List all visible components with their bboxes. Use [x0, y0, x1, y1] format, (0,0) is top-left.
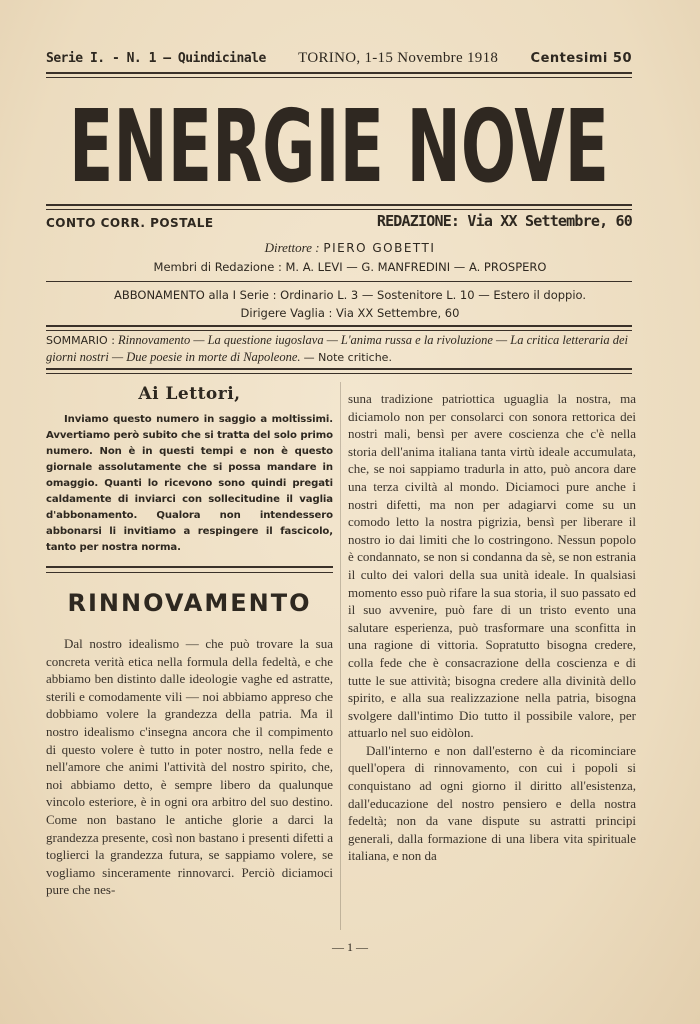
article-text-right [348, 390, 636, 865]
director-name: PIERO GOBETTI [323, 241, 436, 255]
section-separator [46, 566, 333, 573]
payment-address: Dirigere Vaglia : Via XX Settembre, 60 [240, 306, 460, 320]
summary-rule-bottom [46, 368, 632, 374]
header-line [46, 50, 632, 70]
right-column [348, 390, 636, 865]
masthead-logo [66, 86, 612, 188]
director-line [0, 240, 700, 256]
article-paragraph: suna tradizione patriottica uguaglia la nostra, ma diciamolo non per consolarci con sonora rettorica dei nostri mali, bensì per avere coscienza che c'è nella storia dell'anima italiana tanta virtù ideale accumulata, che, se noi sappiamo tradurla in atto, può ancora dare una terza civiltà al mondo. Diciamoci pure anche i nostri difetti, ma non per adagiarvi come su un comodo letto la nostra pigrizia, bensì per liberare il nostro io dai limiti che lo costringono. Nessun popolo è condannato, se non si condanna da sè, se non estrania il culto dei valori della sua unità ideale. In qualsiasi momento esso può rifare la sua storia, il suo passato ed il suo avvenire, può fare di un tristo evento una salutare esperienza, può trasformare una sconfitta in una ragione di vittoria. Sopratutto bisogna credere, colla fede che è consacrazione della coscienza e di tutte le sue attività; bisogna credere alla divinità dello spirito, e alla sua realizzazione nella patria, bisogna svolgere dall'intimo Dio tutto il possibile valore, per attuarlo nel suo eidòlon. [348, 391, 636, 741]
director-label: Direttore : [264, 240, 320, 255]
article-text-left [46, 635, 333, 899]
svg-text:ENERGIE NOVE: ENERGIE NOVE [68, 88, 609, 188]
table-of-contents [46, 332, 632, 366]
notice-title: Ai Lettori, [138, 384, 241, 404]
page-number: — 1 — [332, 940, 368, 954]
toc-label: SOMMARIO : [46, 334, 115, 347]
editorial-address: REDAZIONE: Via XX Settembre, 60 [376, 212, 632, 230]
subscription-info: ABBONAMENTO alla I Serie : Ordinario L. 3 — Sostenitore L. 10 — Estero il doppio. [113, 288, 587, 302]
masthead-rule [46, 204, 632, 210]
toc-tail: — Note critiche. [303, 351, 392, 364]
article-paragraph: Dal nostro idealismo — che può trovare la sua concreta verità etica nella formula della fedeltà, e che abbiamo ben distinto dalle ideologie vaghe ed astratte, sterili e comodamente vili — noi abbiamo appreso che dobbiamo volere la grandezza della patria. Ma il nostro idealismo c'insegna ancora che il compimento di questo volere è tutto in poter nostro, nella fede e nell'amore che animi l'attività del nostro spirito, che, noi abbiamo detto, è sempre libero da qualunque vincolo esteriore, è in ogni ora arbitro del suo destino. Come non bastano le antiche glorie a darci la grandezza presente, così non bastano i presenti difetti a toglierci la grandezza futura, se sappiamo volere, se vogliamo sinceramente rinnovarci. Perciò diciamoci pure che nes- [46, 636, 333, 898]
info-rule [46, 281, 632, 282]
postal-account: CONTO CORR. POSTALE [46, 216, 214, 230]
issue-price: Centesimi 50 [530, 51, 632, 66]
article-title: RINNOVAMENTO [67, 589, 312, 617]
left-column [46, 380, 333, 899]
toc-items: Rinnovamento — La questione iugoslava — L'anima russa e la rivoluzione — La critica letteraria dei giorni nostri — Due poesie in morte di Napoleone. [46, 333, 628, 364]
summary-rule-top [46, 325, 632, 331]
series-info: Serie I. - N. 1 — Quindicinale [46, 51, 266, 66]
column-divider [340, 382, 341, 930]
article-paragraph: Dall'interno e non dall'esterno è da ricominciare quell'opera di rinnovamento, con cui i popoli si conquistano ad ogni giorno il diritto all'esistenza, dall'educazione del nostro pensiero e della nostra fedeltà; non da vane dispute su astratti principi generali, dalla formazione di una libera vita spirituale italiana, e non da [348, 742, 636, 864]
editorial-members: Membri di Redazione : M. A. LEVI — G. MANFREDINI — A. PROSPERO [153, 260, 547, 274]
issue-date: TORINO, 1-15 Novembre 1918 [298, 50, 499, 66]
notice-body: Inviamo questo numero in saggio a moltissimi. Avvertiamo però subito che si tratta del solo primo numero. Non è in questi tempi e non è questo giornale assolutamente che si possa mandare in omaggio. Quanti lo ricevono sono quindi pregati caldamente di inviarci con sollecitudine il vaglia d'abbonamento. Qualora non intendessero abbonarsi li invitiamo a respingere il fascicolo, tanto per nostra norma. [46, 414, 333, 553]
header-rule [46, 72, 632, 78]
masthead [66, 86, 612, 188]
